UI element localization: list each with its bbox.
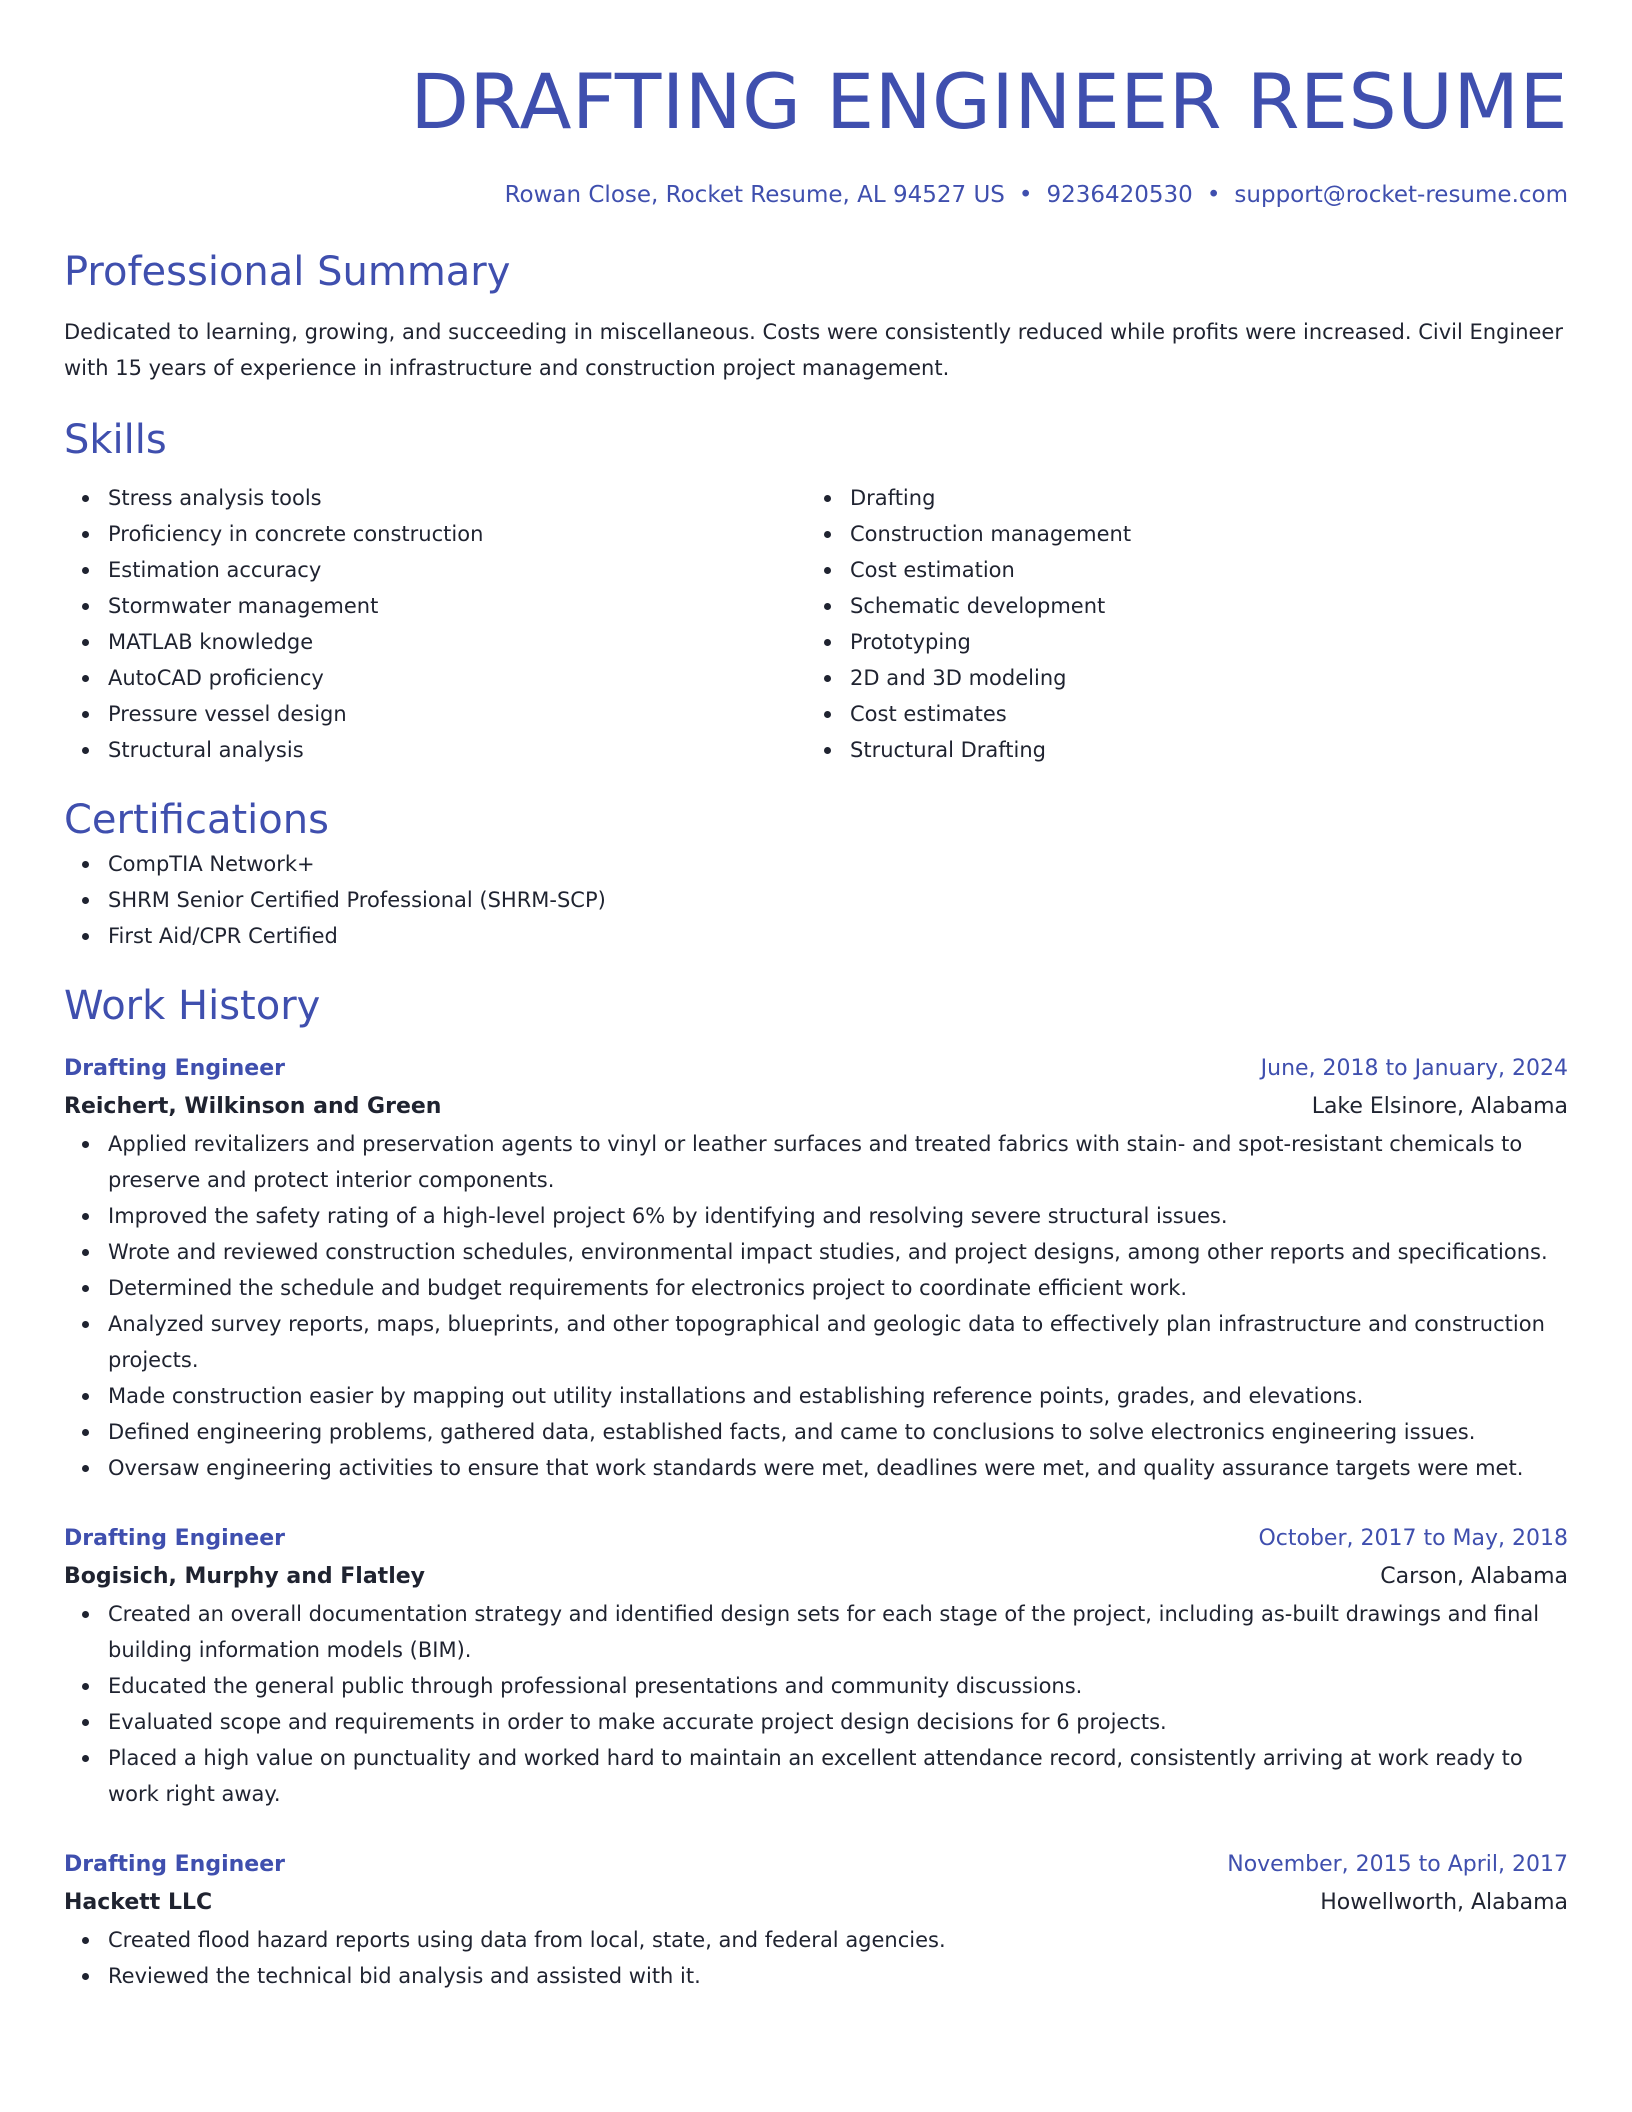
- job-duty: Made construction easier by mapping out utility installations and establishing reference points, grades, and elevations.: [108, 1378, 1568, 1414]
- skill-item: Cost estimation: [850, 552, 1548, 588]
- certification-item: CompTIA Network+: [108, 846, 1568, 882]
- skill-item: AutoCAD proficiency: [108, 660, 806, 696]
- job-duty: Created an overall documentation strategy and identified design sets for each stage of the project, including as-built drawings and final building information models (BIM).: [108, 1596, 1568, 1668]
- contact-phone: 9236420530: [1046, 182, 1193, 208]
- skills-column-right: [806, 480, 1548, 768]
- job-header-row: [64, 1520, 1568, 1558]
- job-duty: Applied revitalizers and preservation agents to vinyl or leather surfaces and treated fabrics with stain- and spot-resistant chemicals to preserve and protect interior components.: [108, 1126, 1568, 1198]
- skill-item: Stress analysis tools: [108, 480, 806, 516]
- job-duty: Placed a high value on punctuality and worked hard to maintain an excellent attendance record, consistently arriving at work ready to work right away.: [108, 1740, 1568, 1812]
- job-entry: [64, 1846, 1568, 1994]
- job-duty: Oversaw engineering activities to ensure that work standards were met, deadlines were met, and quality assurance targets were met.: [108, 1450, 1568, 1486]
- skills-grid: [64, 480, 1568, 768]
- job-company: Reichert, Wilkinson and Green: [64, 1094, 442, 1119]
- job-entry: [64, 1050, 1568, 1486]
- skill-item: Construction management: [850, 516, 1548, 552]
- skills-list-left: [64, 480, 806, 768]
- job-location: Lake Elsinore, Alabama: [1311, 1094, 1568, 1119]
- job-duty: Wrote and reviewed construction schedules, environmental impact studies, and project designs, among other reports and specifications.: [108, 1234, 1568, 1270]
- job-dates: October, 2017 to May, 2018: [1258, 1526, 1568, 1551]
- contact-address: Rowan Close, Rocket Resume, AL 94527 US: [504, 182, 1005, 208]
- summary-heading: Professional Summary: [64, 249, 511, 295]
- certification-item: First Aid/CPR Certified: [108, 918, 1568, 954]
- contact-separator: •: [1206, 182, 1221, 208]
- job-title: Drafting Engineer: [64, 1526, 285, 1551]
- work-history-heading: Work History: [64, 983, 321, 1029]
- job-dates: June, 2018 to January, 2024: [1260, 1056, 1568, 1081]
- skill-item: Stormwater management: [108, 588, 806, 624]
- job-company-row: [64, 1558, 1568, 1596]
- contact-separator: •: [1018, 182, 1033, 208]
- job-duties-list: [64, 1922, 1568, 1994]
- contact-email[interactable]: support@rocket-resume.com: [1234, 182, 1568, 208]
- skills-heading: Skills: [64, 417, 167, 463]
- skill-item: Prototyping: [850, 624, 1548, 660]
- job-duties-list: [64, 1596, 1568, 1812]
- job-duties-list: [64, 1126, 1568, 1486]
- certifications-heading: Certifications: [64, 797, 329, 843]
- skills-list-right: [806, 480, 1548, 768]
- job-duty: Reviewed the technical bid analysis and assisted with it.: [108, 1958, 1568, 1994]
- job-title: Drafting Engineer: [64, 1056, 285, 1081]
- job-duty: Improved the safety rating of a high-level project 6% by identifying and resolving severe structural issues.: [108, 1198, 1568, 1234]
- job-duty: Analyzed survey reports, maps, blueprints, and other topographical and geologic data to effectively plan infrastructure and construction projects.: [108, 1306, 1568, 1378]
- job-header-row: [64, 1050, 1568, 1088]
- certification-item: SHRM Senior Certified Professional (SHRM-SCP): [108, 882, 1568, 918]
- skill-item: Drafting: [850, 480, 1548, 516]
- job-location: Howellworth, Alabama: [1320, 1890, 1568, 1915]
- job-title: Drafting Engineer: [64, 1852, 285, 1877]
- job-duty: Defined engineering problems, gathered data, established facts, and came to conclusions to solve electronics engineering issues.: [108, 1414, 1568, 1450]
- job-duty: Educated the general public through professional presentations and community discussions.: [108, 1668, 1568, 1704]
- job-dates: November, 2015 to April, 2017: [1227, 1852, 1568, 1877]
- job-location: Carson, Alabama: [1380, 1564, 1568, 1589]
- job-company-row: [64, 1088, 1568, 1126]
- skill-item: Structural analysis: [108, 732, 806, 768]
- job-company: Bogisich, Murphy and Flatley: [64, 1564, 425, 1589]
- resume-title: DRAFTING ENGINEER RESUME: [410, 57, 1568, 146]
- certifications-list: [64, 846, 1568, 954]
- skills-column-left: [64, 480, 806, 768]
- job-entry: [64, 1520, 1568, 1812]
- skill-item: Schematic development: [850, 588, 1548, 624]
- contact-line: [64, 178, 1568, 212]
- skill-item: Pressure vessel design: [108, 696, 806, 732]
- skill-item: MATLAB knowledge: [108, 624, 806, 660]
- summary-text: Dedicated to learning, growing, and succeeding in miscellaneous. Costs were consistently reduced while profits were increased. Civil Engineer with 15 years of experience in infrastructure and construction project management.: [64, 320, 1563, 380]
- skill-item: Proficiency in concrete construction: [108, 516, 806, 552]
- job-duty: Created flood hazard reports using data from local, state, and federal agencies.: [108, 1922, 1568, 1958]
- job-header-row: [64, 1846, 1568, 1884]
- job-duty: Determined the schedule and budget requirements for electronics project to coordinate efficient work.: [108, 1270, 1568, 1306]
- skill-item: 2D and 3D modeling: [850, 660, 1548, 696]
- job-company-row: [64, 1884, 1568, 1922]
- job-company: Hackett LLC: [64, 1890, 213, 1915]
- skill-item: Estimation accuracy: [108, 552, 806, 588]
- job-duty: Evaluated scope and requirements in order to make accurate project design decisions for 6 projects.: [108, 1704, 1568, 1740]
- skill-item: Cost estimates: [850, 696, 1548, 732]
- skill-item: Structural Drafting: [850, 732, 1548, 768]
